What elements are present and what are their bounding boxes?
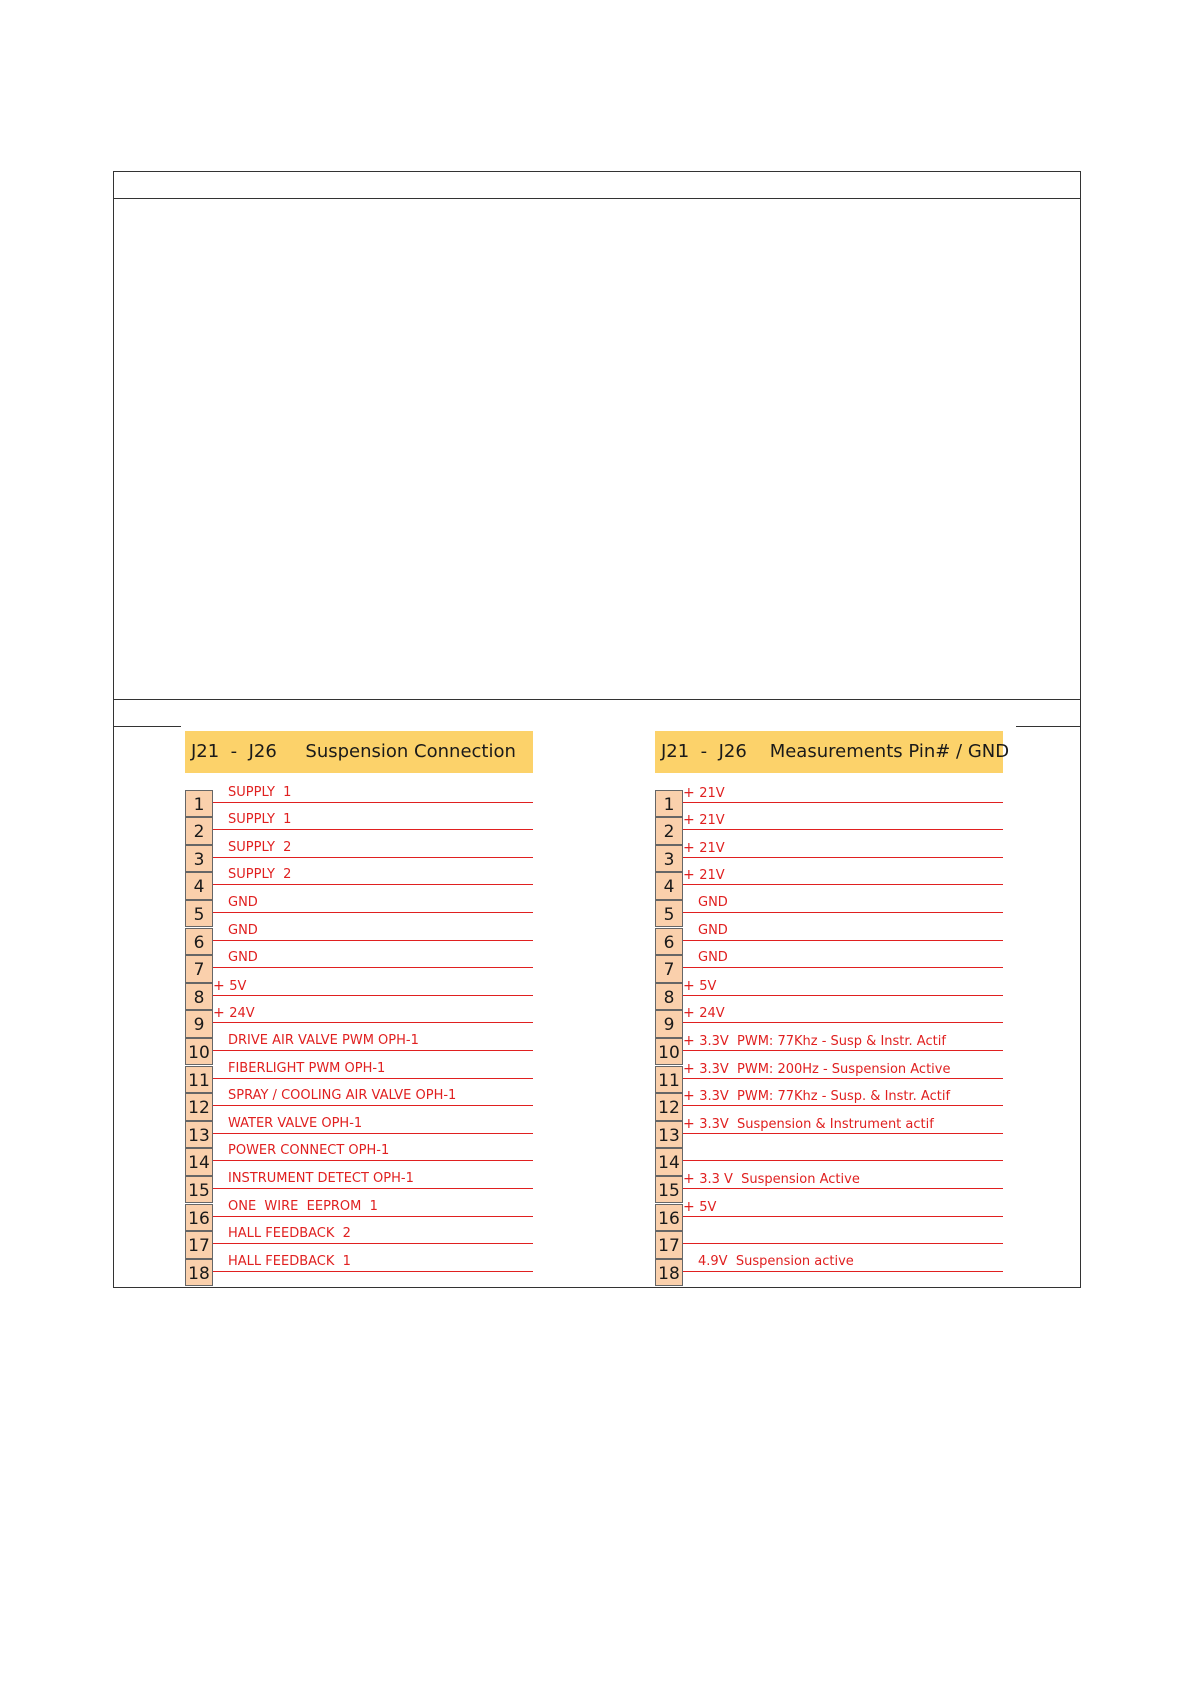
signal-text: 3.3V PWM: 200Hz - Suspension Active: [699, 1061, 951, 1077]
signal-text: SUPPLY 2: [228, 867, 292, 883]
signal-underline: [683, 967, 1003, 968]
signal-label: [228, 1226, 351, 1242]
pin-number: 12: [185, 1093, 213, 1121]
frame-divider-right-stub: [1016, 726, 1081, 727]
pin-number: 16: [185, 1204, 213, 1232]
signal-text: POWER CONNECT OPH-1: [228, 1143, 390, 1159]
signal-underline: [213, 1243, 533, 1244]
plus-sign: +: [683, 1060, 700, 1077]
signal-text: 5V: [229, 978, 247, 994]
signal-underline: [213, 1160, 533, 1161]
measurements-table: [655, 731, 1010, 1287]
signal-underline: [213, 1188, 533, 1189]
signal-text: SUPPLY 1: [228, 784, 292, 800]
pin-number: 13: [185, 1121, 213, 1149]
pin-number: 14: [185, 1148, 213, 1176]
pin-number: 1: [655, 790, 683, 818]
pin-number: 9: [655, 1010, 683, 1038]
signal-label: [683, 867, 725, 884]
signal-text: 21V: [699, 785, 725, 801]
signal-text: GND: [228, 894, 258, 910]
signal-text: ONE WIRE EEPROM 1: [228, 1198, 378, 1214]
signal-text: 21V: [699, 840, 725, 856]
signal-text: GND: [698, 922, 728, 938]
signal-text: SPRAY / COOLING AIR VALVE OPH-1: [228, 1088, 457, 1104]
pin-number: 3: [655, 845, 683, 873]
signal-underline: [683, 940, 1003, 941]
pin-number: 5: [185, 900, 213, 928]
pin-number: 7: [185, 955, 213, 983]
signal-underline: [683, 802, 1003, 803]
pin-number: 8: [655, 983, 683, 1011]
signal-label: [683, 1033, 946, 1050]
pin-number: 17: [655, 1231, 683, 1259]
signal-underline: [683, 1216, 1003, 1217]
plus-sign: +: [683, 1170, 700, 1187]
signal-underline: [213, 995, 533, 996]
signal-label: [228, 840, 291, 856]
plus-sign: +: [683, 839, 700, 856]
pin-number: 18: [655, 1259, 683, 1287]
signal-underline: [683, 857, 1003, 858]
signal-label: [228, 1033, 419, 1049]
pin-number: 15: [185, 1176, 213, 1204]
signal-text: 4.9V Suspension active: [698, 1253, 854, 1269]
signal-underline: [683, 829, 1003, 830]
signal-underline: [213, 1216, 533, 1217]
signal-text: 5V: [699, 1199, 717, 1215]
pin-number: 15: [655, 1176, 683, 1204]
signal-text: HALL FEEDBACK 2: [228, 1226, 351, 1242]
signal-underline: [683, 1271, 1003, 1272]
signal-underline: [213, 1050, 533, 1051]
signal-label: [683, 1199, 716, 1216]
plus-sign: +: [683, 1198, 700, 1215]
signal-text: INSTRUMENT DETECT OPH-1: [228, 1170, 414, 1186]
pin-number: 18: [185, 1259, 213, 1287]
frame-divider-middle: [113, 699, 1081, 700]
pin-number: 6: [185, 928, 213, 956]
signal-label: [683, 812, 725, 829]
signal-text: HALL FEEDBACK 1: [228, 1253, 351, 1269]
signal-label: [213, 1005, 255, 1022]
plus-sign: +: [213, 1005, 230, 1022]
signal-underline: [683, 1105, 1003, 1106]
signal-text: 3.3V PWM: 77Khz - Susp. & Instr. Actif: [699, 1089, 951, 1105]
signal-text: SUPPLY 2: [228, 839, 292, 855]
signal-underline: [213, 940, 533, 941]
signal-underline: [683, 1160, 1003, 1161]
signal-label: [228, 785, 291, 801]
signal-label: [228, 950, 258, 966]
frame-divider-top: [113, 198, 1081, 199]
signal-label: [228, 1088, 456, 1104]
pin-number: 8: [185, 983, 213, 1011]
pin-number: 4: [185, 872, 213, 900]
signal-underline: [213, 1078, 533, 1079]
signal-label: [683, 1171, 860, 1188]
table-header: J21 - J26 Suspension Connection: [185, 731, 533, 773]
plus-sign: +: [683, 784, 700, 801]
suspension-connection-table: [185, 731, 533, 1287]
pin-number: 13: [655, 1121, 683, 1149]
pin-number: 6: [655, 928, 683, 956]
plus-sign: +: [683, 1032, 700, 1049]
pin-number: 10: [655, 1038, 683, 1066]
signal-text: GND: [228, 950, 258, 966]
signal-label: [683, 1005, 725, 1022]
signal-underline: [213, 829, 533, 830]
signal-underline: [683, 995, 1003, 996]
signal-label: [228, 923, 258, 939]
pin-number: 4: [655, 872, 683, 900]
pin-number: 7: [655, 955, 683, 983]
pin-number: 2: [185, 817, 213, 845]
plus-sign: +: [683, 1088, 700, 1105]
signal-text: SUPPLY 1: [228, 812, 292, 828]
pin-number: 11: [655, 1066, 683, 1094]
plus-sign: +: [683, 1005, 700, 1022]
signal-underline: [683, 1188, 1003, 1189]
signal-label: [228, 1061, 385, 1077]
signal-underline: [683, 1243, 1003, 1244]
signal-label: [228, 1171, 414, 1187]
signal-text: 21V: [699, 813, 725, 829]
signal-label: [228, 812, 291, 828]
signal-underline: [683, 1022, 1003, 1023]
signal-label: [698, 1254, 854, 1270]
signal-label: [228, 1199, 378, 1215]
signal-text: 3.3V PWM: 77Khz - Susp & Instr. Actif: [699, 1033, 946, 1049]
signal-text: 24V: [229, 1006, 255, 1022]
signal-underline: [683, 1078, 1003, 1079]
signal-underline: [213, 1105, 533, 1106]
signal-underline: [683, 1050, 1003, 1051]
signal-text: GND: [228, 922, 258, 938]
plus-sign: +: [683, 812, 700, 829]
signal-text: DRIVE AIR VALVE PWM OPH-1: [228, 1032, 419, 1048]
signal-text: 3.3V Suspension & Instrument actif: [699, 1116, 934, 1132]
signal-label: [683, 785, 725, 802]
signal-text: 24V: [699, 1006, 725, 1022]
plus-sign: +: [683, 977, 700, 994]
signal-underline: [683, 884, 1003, 885]
signal-text: GND: [698, 894, 728, 910]
pin-number: 9: [185, 1010, 213, 1038]
pin-number: 14: [655, 1148, 683, 1176]
pin-number: 11: [185, 1066, 213, 1094]
signal-label: [683, 1088, 950, 1105]
plus-sign: +: [683, 1115, 700, 1132]
signal-underline: [213, 802, 533, 803]
signal-text: 3.3 V Suspension Active: [699, 1171, 860, 1187]
signal-underline: [213, 1022, 533, 1023]
signal-underline: [213, 884, 533, 885]
pin-number: 3: [185, 845, 213, 873]
table-header: J21 - J26 Measurements Pin# / GND: [655, 731, 1003, 773]
signal-label: [698, 923, 728, 939]
signal-label: [683, 1061, 951, 1078]
signal-label: [213, 978, 246, 995]
signal-label: [228, 895, 258, 911]
signal-underline: [683, 1133, 1003, 1134]
pin-number: 1: [185, 790, 213, 818]
signal-underline: [213, 1133, 533, 1134]
signal-underline: [213, 967, 533, 968]
signal-label: [683, 1116, 934, 1133]
plus-sign: +: [213, 977, 230, 994]
signal-label: [683, 978, 716, 995]
signal-label: [228, 1143, 389, 1159]
signal-underline: [213, 857, 533, 858]
signal-text: 5V: [699, 978, 717, 994]
signal-label: [683, 840, 725, 857]
signal-underline: [213, 912, 533, 913]
pin-number: 16: [655, 1204, 683, 1232]
signal-label: [698, 895, 728, 911]
signal-text: GND: [698, 950, 728, 966]
pin-number: 12: [655, 1093, 683, 1121]
pin-number: 5: [655, 900, 683, 928]
signal-text: WATER VALVE OPH-1: [228, 1115, 363, 1131]
signal-underline: [213, 1271, 533, 1272]
signal-text: 21V: [699, 868, 725, 884]
pin-number: 10: [185, 1038, 213, 1066]
pin-number: 2: [655, 817, 683, 845]
signal-label: [228, 1254, 351, 1270]
pin-number: 17: [185, 1231, 213, 1259]
signal-underline: [683, 912, 1003, 913]
signal-label: [228, 867, 291, 883]
signal-label: [228, 1116, 362, 1132]
frame-divider-left-stub: [113, 726, 181, 727]
plus-sign: +: [683, 867, 700, 884]
signal-label: [698, 950, 728, 966]
signal-text: FIBERLIGHT PWM OPH-1: [228, 1060, 386, 1076]
